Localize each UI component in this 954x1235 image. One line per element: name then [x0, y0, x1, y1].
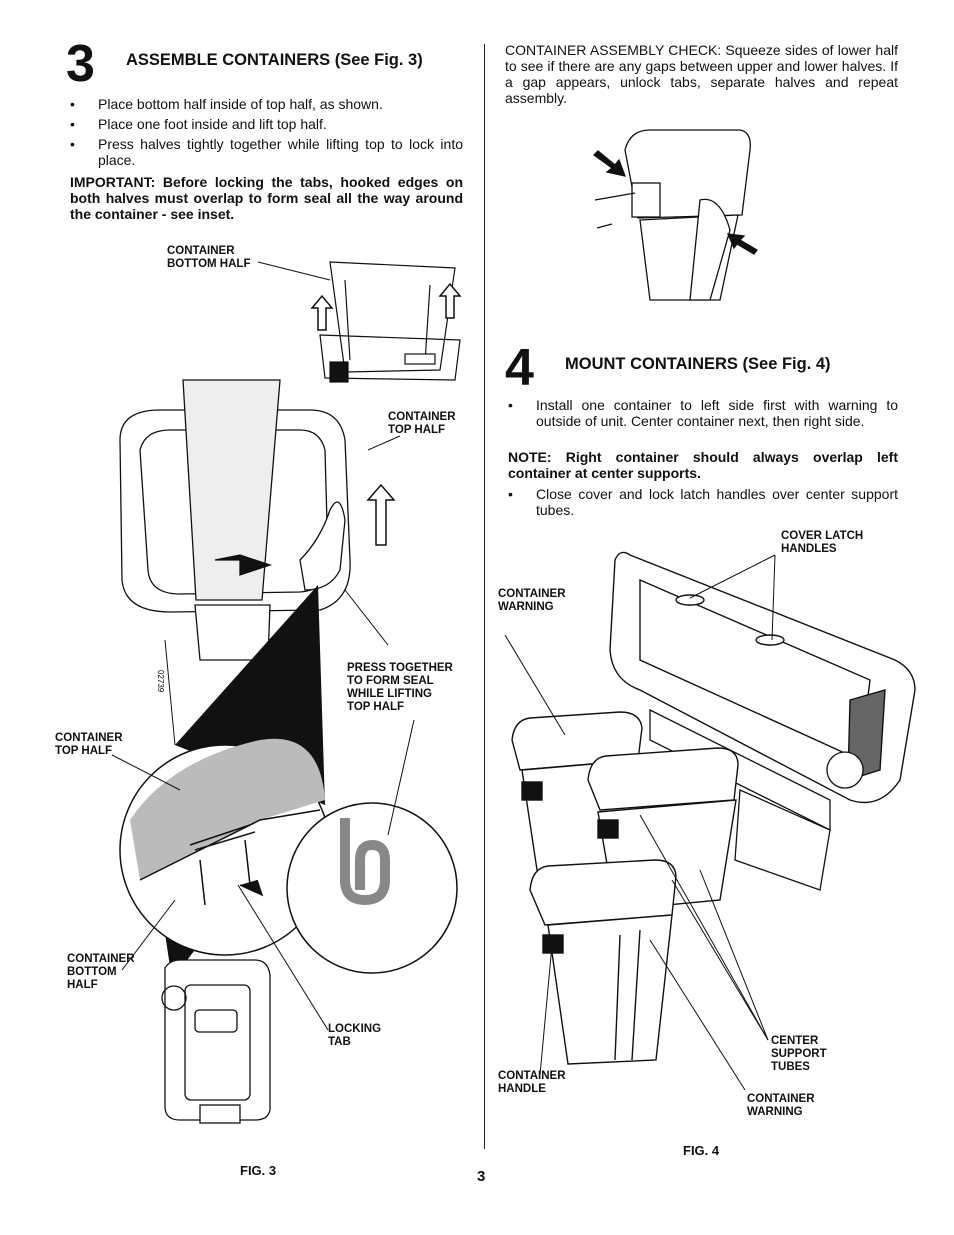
step-3-title: ASSEMBLE CONTAINERS (See Fig. 3): [126, 51, 423, 69]
list-item: • Close cover and lock latch handles over center support tubes.: [508, 486, 898, 518]
list-item: • Place one foot inside and lift top half.: [70, 116, 463, 132]
step-4-note: NOTE: Right container should always overlap left container at center supports.: [508, 449, 898, 481]
label-container-top-half-left: CONTAINER TOP HALF: [55, 732, 123, 757]
important-note: IMPORTANT: Before locking the tabs, hooked edges on both halves must overlap to form seal all the way around the container - see inset.: [70, 174, 463, 222]
step-3-number: 3: [66, 35, 95, 93]
label-container-warning-bottom: CONTAINER WARNING: [747, 1093, 815, 1118]
page-number: 3: [477, 1168, 486, 1185]
fig-3-caption: FIG. 3: [240, 1163, 277, 1178]
list-item: • Press halves tightly together while lifting top to lock into place.: [70, 136, 463, 168]
label-center-support-tubes: CENTER SUPPORT TUBES: [771, 1035, 827, 1073]
label-locking-tab: LOCKING TAB: [328, 1023, 382, 1048]
step-4-title: MOUNT CONTAINERS (See Fig. 4): [565, 355, 831, 373]
part-code: 02739: [156, 670, 165, 693]
container-assembly-check: CONTAINER ASSEMBLY CHECK: Squeeze sides of lower half to see if there are any gaps between upper and lower halves. If a gap appears, unlock tabs, separate halves and repeat assembly.: [505, 42, 898, 106]
label-container-bottom-half: CONTAINER BOTTOM HALF: [167, 245, 251, 270]
label-press-together: PRESS TOGETHER TO FORM SEAL WHILE LIFTING TOP HALF: [347, 662, 453, 713]
fig-4-caption: FIG. 4: [683, 1143, 720, 1158]
label-cover-latch-handles: COVER LATCH HANDLES: [781, 530, 864, 555]
label-container-top-half-right: CONTAINER TOP HALF: [388, 411, 456, 436]
label-container-bottom-half-left: CONTAINER BOTTOM HALF: [67, 953, 135, 991]
list-item: • Install one container to left side first with warning to outside of unit. Center container next, then right side.: [508, 397, 898, 429]
label-container-warning-top: CONTAINER WARNING: [498, 588, 566, 613]
list-item: • Place bottom half inside of top half, as shown.: [70, 96, 463, 112]
step-4-number: 4: [505, 339, 534, 397]
label-container-handle: CONTAINER HANDLE: [498, 1070, 566, 1095]
